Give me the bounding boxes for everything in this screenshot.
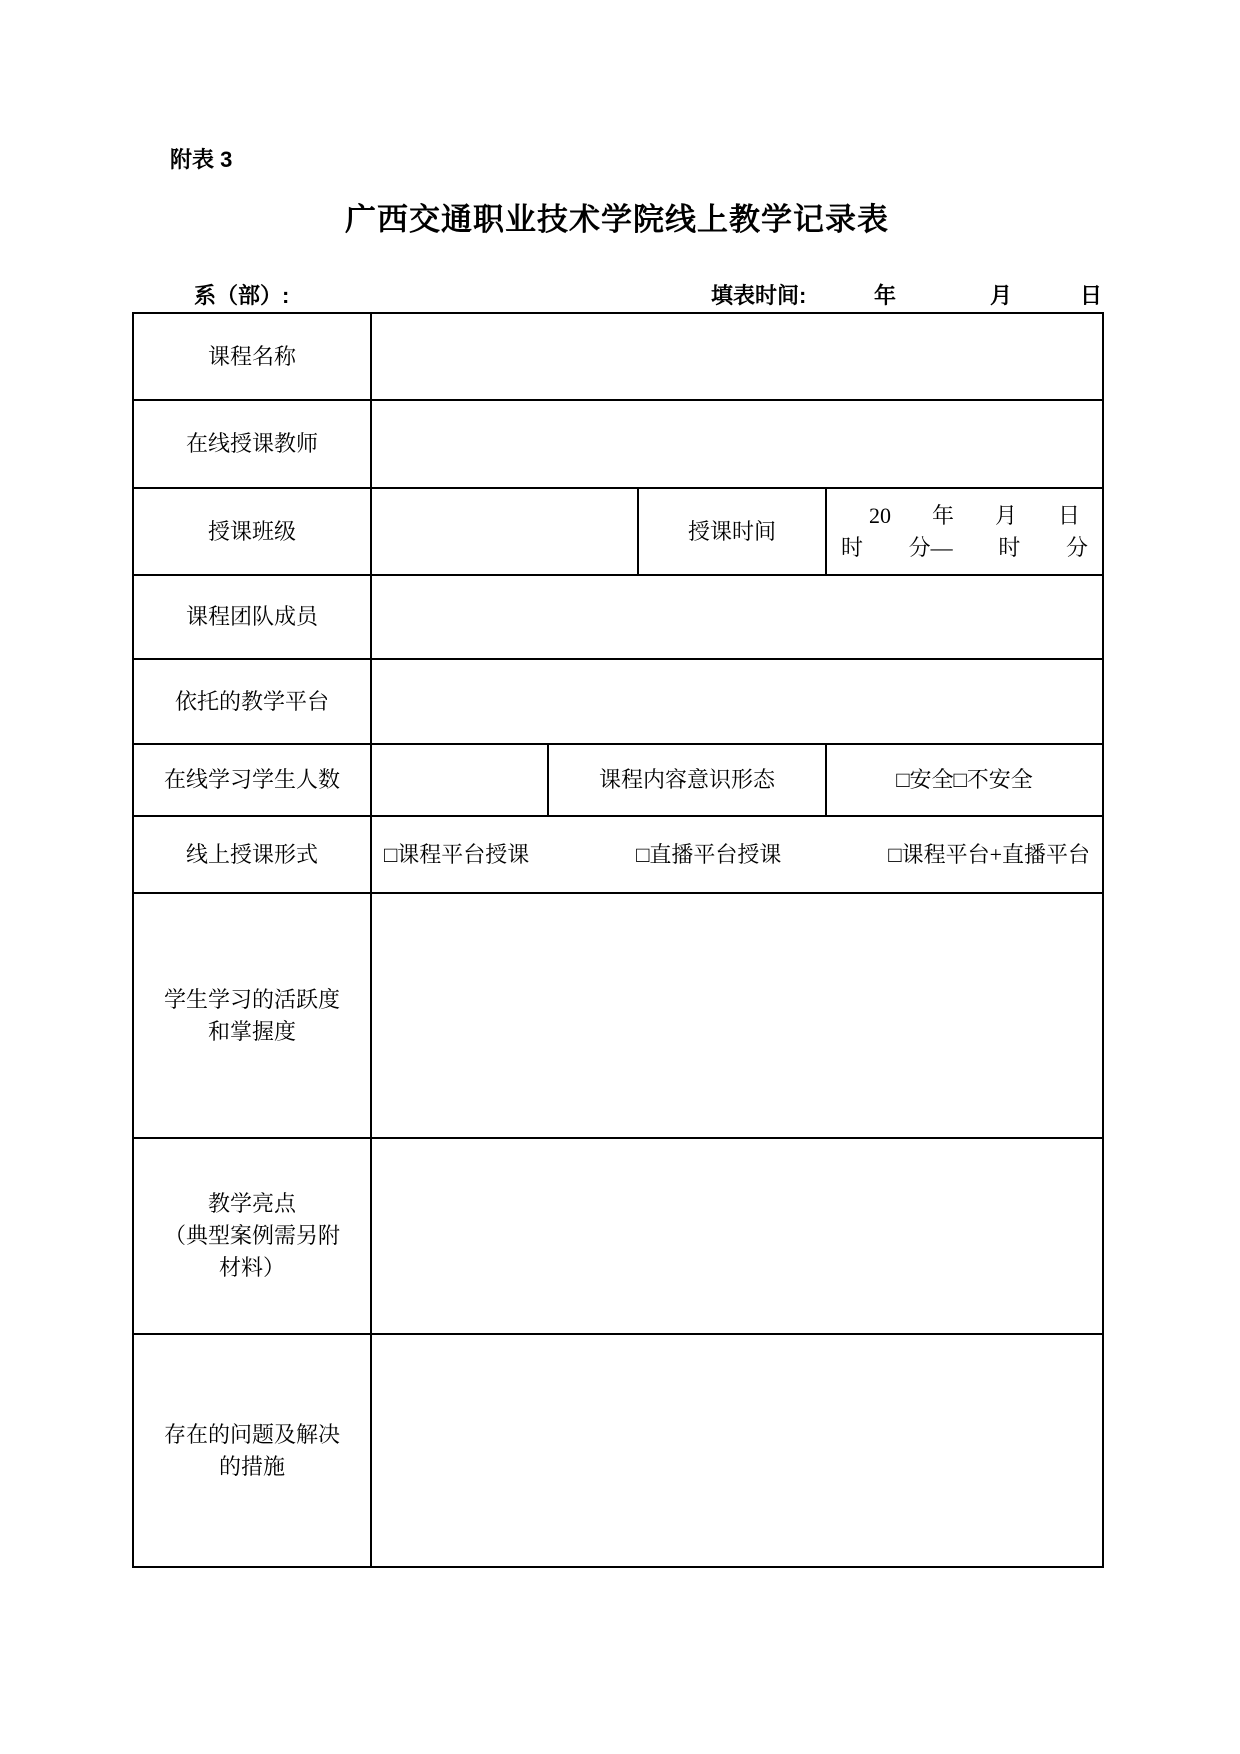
activity-label-line1: 学生学习的活跃度 — [163, 986, 340, 1012]
teaching-form-options-cell — [371, 816, 1103, 893]
teach-time-year-prefix: 20 — [869, 502, 891, 528]
teach-time-year-label: 年 — [931, 502, 954, 528]
highlights-label-cell — [133, 1138, 371, 1334]
table-row — [133, 313, 1103, 400]
fill-time-year-label: 年 — [874, 283, 897, 308]
class-value-cell[interactable] — [371, 488, 638, 575]
form-option-course-plus-live-checkbox[interactable]: □课程平台+直播平台 — [888, 841, 1090, 867]
highlights-value-cell[interactable] — [371, 1138, 1103, 1334]
form-option-course-platform-checkbox[interactable]: □课程平台授课 — [384, 841, 530, 867]
table-row — [133, 744, 1103, 816]
team-value-cell[interactable] — [371, 575, 1103, 659]
fill-time-month-label: 月 — [990, 283, 1013, 308]
teach-time-minute-dash-label: 分— — [908, 534, 953, 560]
teach-time-hour-line — [841, 532, 1088, 564]
teach-time-label-cell: 授课时间 — [638, 488, 826, 575]
teach-time-minute2-label: 分 — [1065, 534, 1088, 560]
activity-label-line2: 和掌握度 — [207, 1018, 296, 1044]
online-teacher-value-cell[interactable] — [371, 400, 1103, 488]
page-title: 广西交通职业技术学院线上教学记录表 — [345, 202, 889, 237]
teach-time-template — [827, 489, 1102, 574]
record-form-table — [132, 312, 1104, 1568]
team-label-cell: 课程团队成员 — [133, 575, 371, 659]
teach-time-month-label: 月 — [994, 502, 1017, 528]
platform-label-cell: 依托的教学平台 — [133, 659, 371, 744]
platform-value-cell[interactable] — [371, 659, 1103, 744]
student-count-label-cell: 在线学习学生人数 — [133, 744, 371, 816]
table-row — [133, 659, 1103, 744]
highlights-label — [134, 1188, 370, 1284]
teach-time-hour2-label: 时 — [998, 534, 1021, 560]
activity-label-cell — [133, 893, 371, 1138]
table-row — [133, 1138, 1103, 1334]
ideology-label-cell: 课程内容意识形态 — [548, 744, 826, 816]
department-label: 系（部）: — [194, 283, 290, 308]
fill-time-label: 填表时间: — [711, 283, 807, 308]
table-row — [133, 1334, 1103, 1567]
ideology-options-cell[interactable]: □安全□不安全 — [826, 744, 1103, 816]
teach-time-value-cell[interactable] — [826, 488, 1103, 575]
table-row — [133, 488, 1103, 575]
highlights-label-line3: 材料） — [218, 1254, 285, 1280]
student-count-value-cell[interactable] — [371, 744, 548, 816]
problems-label-line2: 的措施 — [218, 1453, 285, 1479]
fill-time-day-label: 日 — [1080, 283, 1103, 308]
teaching-form-options — [372, 817, 1102, 892]
teaching-form-label-cell: 线上授课形式 — [133, 816, 371, 893]
activity-label — [134, 984, 370, 1048]
highlights-label-line2: （典型案例需另附 — [163, 1223, 340, 1249]
table-row — [133, 575, 1103, 659]
table-row — [133, 816, 1103, 893]
form-option-live-platform-checkbox[interactable]: □直播平台授课 — [636, 841, 782, 867]
activity-value-cell[interactable] — [371, 893, 1103, 1138]
table-row — [133, 400, 1103, 488]
teach-time-day-label: 日 — [1057, 502, 1080, 528]
course-name-label-cell: 课程名称 — [133, 313, 371, 400]
problems-label-cell — [133, 1334, 371, 1567]
online-teacher-label-cell: 在线授课教师 — [133, 400, 371, 488]
teach-time-date-line — [841, 500, 1088, 532]
appendix-label: 附表 3 — [170, 147, 233, 172]
table-row — [133, 893, 1103, 1138]
problems-value-cell[interactable] — [371, 1334, 1103, 1567]
highlights-label-line1: 教学亮点 — [207, 1191, 296, 1217]
teach-time-hour-label: 时 — [841, 534, 864, 560]
meta-row — [132, 279, 1102, 309]
problems-label-line1: 存在的问题及解决 — [163, 1421, 340, 1447]
class-label-cell: 授课班级 — [133, 488, 371, 575]
course-name-value-cell[interactable] — [371, 313, 1103, 400]
problems-label — [134, 1419, 370, 1483]
